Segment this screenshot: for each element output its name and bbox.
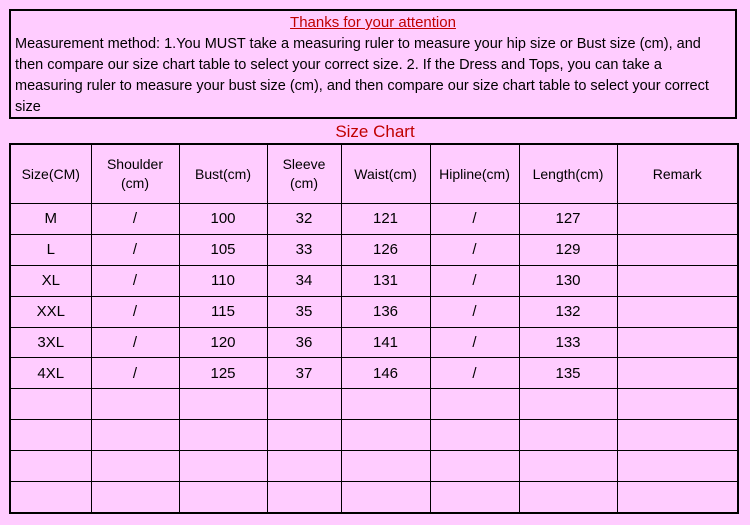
table-cell [617,204,738,235]
column-header [430,144,519,204]
table-cell: 110 [179,265,267,296]
table-cell [91,451,179,482]
column-header [519,144,617,204]
table-cell: 146 [341,358,430,389]
table-cell: / [430,358,519,389]
table-cell: 126 [341,234,430,265]
column-header [179,144,267,204]
table-cell: / [430,265,519,296]
table-row [10,234,738,265]
table-cell [179,420,267,451]
table-header-row [10,144,738,204]
table-cell: 133 [519,327,617,358]
table-cell [179,389,267,420]
column-header-label: Hipline(cm) [439,165,510,182]
table-row [10,451,738,482]
table-cell: 35 [267,296,341,327]
table-cell [91,482,179,513]
table-cell [617,358,738,389]
table-cell: 100 [179,204,267,235]
table-cell: 121 [341,204,430,235]
table-cell [519,451,617,482]
column-header-label: Size(CM) [21,165,80,182]
table-cell [617,451,738,482]
table-cell: 3XL [10,327,91,358]
column-header-label: Remark [652,165,702,182]
table-cell [617,296,738,327]
table-cell: 4XL [10,358,91,389]
table-cell: / [430,204,519,235]
table-cell [617,234,738,265]
size-chart-table [9,143,739,514]
table-cell: 125 [179,358,267,389]
column-header-unit: (cm) [121,175,149,191]
table-cell [91,389,179,420]
table-cell: 132 [519,296,617,327]
column-header [341,144,430,204]
table-cell [519,482,617,513]
table-cell: / [91,296,179,327]
table-body [10,204,738,514]
column-header [10,144,91,204]
table-cell: 36 [267,327,341,358]
table-cell [341,451,430,482]
table-cell: 37 [267,358,341,389]
table-cell: / [91,234,179,265]
table-cell: 32 [267,204,341,235]
table-cell [10,451,91,482]
table-row [10,358,738,389]
table-cell [10,482,91,513]
table-cell [341,482,430,513]
table-cell [617,389,738,420]
table-row [10,482,738,513]
column-header-unit: (cm) [290,175,318,191]
table-cell: / [430,327,519,358]
table-row [10,296,738,327]
table-cell [519,389,617,420]
table-cell [179,482,267,513]
table-cell: / [91,358,179,389]
table-cell [617,482,738,513]
table-cell: XL [10,265,91,296]
measurement-method-text: Measurement method: 1.You MUST take a measuring ruler to measure your hip size or Bust size (cm), and then compare our size chart table to select your correct size. 2. If the Dress and Tops, you can take a measuring ruler to measure your bust size (cm), and then compare our size chart table to select your correct size [15,36,709,115]
table-cell: / [91,204,179,235]
table-row [10,204,738,235]
table-cell [267,451,341,482]
table-cell [430,389,519,420]
table-cell [519,420,617,451]
column-header-label: Shoulder [106,156,164,172]
table-cell: 127 [519,204,617,235]
table-cell [430,482,519,513]
column-header-label: Sleeve [282,156,326,172]
table-cell [179,451,267,482]
table-cell [341,420,430,451]
thanks-heading: Thanks for your attention [290,14,456,31]
table-cell: 120 [179,327,267,358]
notice-box [9,9,737,119]
table-cell: / [91,327,179,358]
table-cell: / [430,234,519,265]
table-cell: 115 [179,296,267,327]
table-row [10,389,738,420]
table-cell: L [10,234,91,265]
table-cell: / [430,296,519,327]
table-cell: 130 [519,265,617,296]
column-header [91,144,179,204]
table-cell [430,451,519,482]
table-cell [91,420,179,451]
table-cell: 141 [341,327,430,358]
table-cell [267,420,341,451]
column-header [267,144,341,204]
table-cell: 33 [267,234,341,265]
table-cell: / [91,265,179,296]
column-header-label: Length(cm) [532,165,604,182]
column-header [617,144,738,204]
table-cell [341,389,430,420]
table-cell: 105 [179,234,267,265]
table-cell [267,389,341,420]
table-cell: M [10,204,91,235]
table-cell [617,327,738,358]
table-row [10,420,738,451]
table-cell: 129 [519,234,617,265]
table-cell [430,420,519,451]
table-cell [617,265,738,296]
column-header-label: Bust(cm) [195,165,251,182]
column-header-label: Waist(cm) [354,165,417,182]
table-cell: 34 [267,265,341,296]
size-chart-title: Size Chart [335,122,415,141]
table-cell [10,420,91,451]
table-cell: 131 [341,265,430,296]
table-row [10,265,738,296]
table-cell [10,389,91,420]
table-cell: 136 [341,296,430,327]
table-cell [617,420,738,451]
table-cell: 135 [519,358,617,389]
table-cell [267,482,341,513]
table-cell: XXL [10,296,91,327]
table-row [10,327,738,358]
